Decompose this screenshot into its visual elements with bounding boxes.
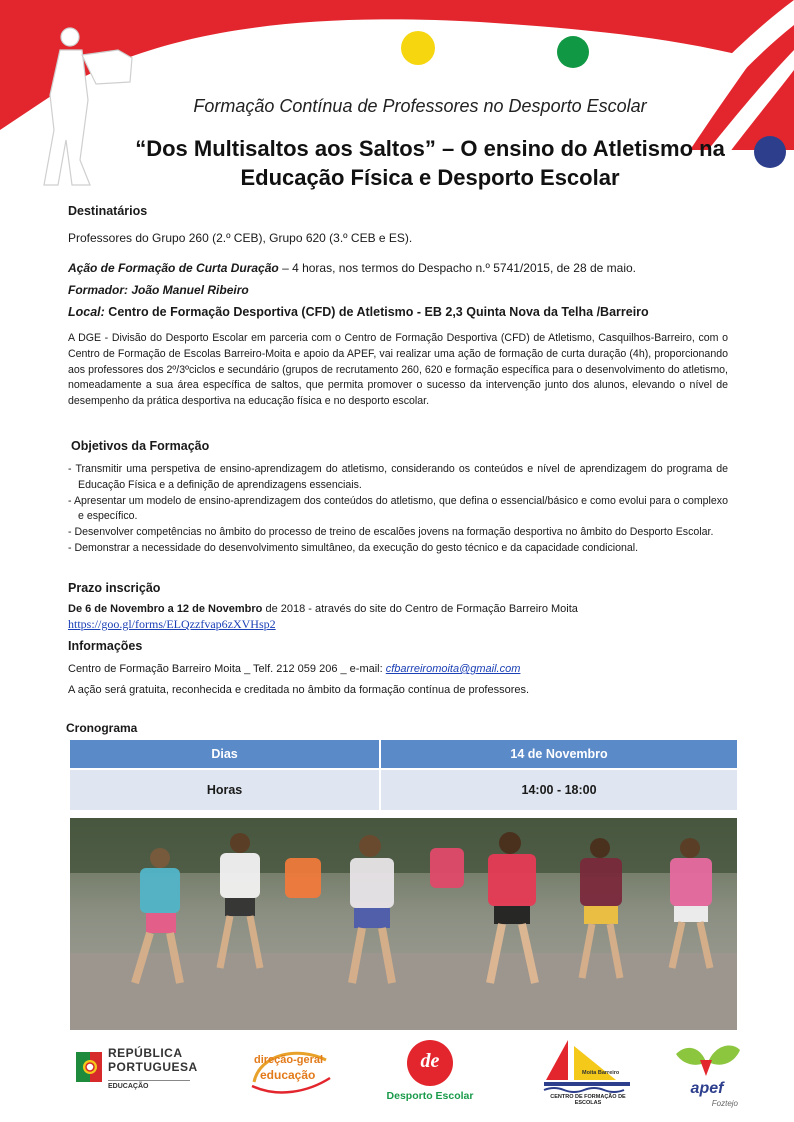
email-link[interactable]: cfbarreiromoita@gmail.com bbox=[385, 663, 521, 675]
local-line bbox=[68, 305, 728, 319]
objetivo-item: - Transmitir uma perspetiva de ensino-aprendizagem do atletismo, considerando os conteúdos e nível de aprendizagem do programa de Educação Física e a definição de aprendizagens essenciais. bbox=[68, 463, 728, 491]
cfe-top-text: Moita Barreiro bbox=[582, 1070, 620, 1076]
acao-label: Ação de Formação de Curta Duração bbox=[68, 261, 279, 275]
republica-line-2: PORTUGUESA bbox=[108, 1060, 198, 1074]
local-label: Local: bbox=[68, 305, 105, 319]
acao-text: – 4 horas, nos termos do Despacho n.º 5741/2015, de 28 de maio. bbox=[278, 261, 637, 275]
prazo-line bbox=[68, 603, 728, 615]
republica-line-1: REPÚBLICA bbox=[108, 1046, 183, 1060]
prazo-dates: De 6 de Novembro a 12 de Novembro bbox=[68, 603, 263, 615]
objetivos-list bbox=[68, 462, 728, 557]
table-header-cell: 14 de Novembro bbox=[379, 740, 737, 768]
objetivo-item: - Apresentar um modelo de ensino-aprendizagem dos conteúdos do atletismo, que defina o essencial/básico e como evolui para o complexo e específico. bbox=[68, 494, 728, 523]
prazo-text: de 2018 - através do site do Centro de Formação Barreiro Moita bbox=[262, 603, 578, 615]
description-paragraph: A DGE - Divisão do Desporto Escolar em parceria com o Centro de Formação Desportiva (CFD) de Atletismo, Casquilhos-Barreiro, com o Centro de Formação de Escolas Barreiro-Moita e apoio da APEF, vai realizar uma ação de formação de curta duração (4h), proporcionando aos professores dos 2º/3ºciclos e secundário (grupos de recrutamento 260, 620 e formação específica para o desenvolvimento do atletismo, nomeadamente a sua área específica de saltos, que permita promover o sucesso da intervenção junto dos alunos, elevando o nível de desempenho da prática desportiva na educação física e no desporto escolar. bbox=[68, 332, 728, 408]
apef-sub: Foztejo bbox=[711, 1099, 738, 1108]
prazo-link-wrap bbox=[68, 617, 728, 632]
republica-divider bbox=[108, 1080, 190, 1081]
cronograma-label: Cronograma bbox=[66, 721, 138, 735]
formador-line bbox=[68, 283, 728, 297]
header-subtitle: Formação Contínua de Professores no Desporto Escolar bbox=[193, 96, 647, 116]
table-header-cell: Dias bbox=[70, 740, 379, 768]
coat-of-arms-icon bbox=[72, 1046, 106, 1088]
informacoes-note: A ação será gratuita, reconhecida e creditada no âmbito da formação contínua de professores. bbox=[68, 684, 530, 696]
table-cell: Horas bbox=[70, 770, 379, 810]
objetivos-label: Objetivos da Formação bbox=[71, 439, 210, 453]
prazo-label: Prazo inscrição bbox=[68, 581, 161, 595]
apef-leaves-icon bbox=[672, 1040, 742, 1080]
apef-logo bbox=[672, 1036, 742, 1108]
cfe-barreiro-moita-logo bbox=[538, 1036, 638, 1108]
local-value: Centro de Formação Desportiva (CFD) de Atletismo - EB 2,3 Quinta Nova da Telha /Barreiro bbox=[108, 305, 649, 319]
cronograma-table bbox=[70, 738, 737, 812]
republica-portuguesa-logo bbox=[72, 1036, 197, 1108]
page-title-line-1: “Dos Multisaltos aos Saltos” – O ensino do Atletismo na bbox=[135, 136, 725, 161]
table-cell: 14:00 - 18:00 bbox=[379, 770, 737, 810]
destinatarios-text: Professores do Grupo 260 (2.º CEB), Grupo 620 (3.º CEB e ES). bbox=[68, 231, 413, 245]
desporto-escolar-label: Desporto Escolar bbox=[386, 1090, 474, 1102]
informacoes-contact-line bbox=[68, 663, 728, 675]
acao-line bbox=[68, 261, 728, 275]
runners-photo bbox=[70, 818, 737, 1030]
objetivo-item: - Demonstrar a necessidade do desenvolvimento simultâneo, da execução do gesto técnico e da capacidade condicional. bbox=[68, 541, 639, 554]
informacoes-label: Informações bbox=[68, 639, 143, 653]
table-row bbox=[70, 770, 737, 810]
destinatarios-label: Destinatários bbox=[68, 204, 148, 218]
dge-logo bbox=[248, 1036, 338, 1108]
table-header-row bbox=[70, 740, 737, 768]
republica-line-3: EDUCAÇÃO bbox=[108, 1083, 149, 1090]
formador-value: João Manuel Ribeiro bbox=[131, 283, 249, 297]
formador-label: Formador: bbox=[68, 283, 128, 297]
de-mark: de bbox=[420, 1050, 440, 1072]
cfe-bottom-text: CENTRO DE FORMAÇÃO DE ESCOLAS bbox=[550, 1094, 626, 1106]
dge-line-2: educação bbox=[260, 1068, 316, 1082]
apef-label: apef bbox=[690, 1080, 724, 1097]
desporto-escolar-logo bbox=[378, 1036, 482, 1108]
objetivo-item: - Desenvolver competências no âmbito do processo de treino de escalões jovens na formação desportiva no âmbito do Desporto Escolar. bbox=[68, 526, 714, 539]
informacoes-contact: Centro de Formação Barreiro Moita _ Telf. 212 059 206 _ e-mail: bbox=[68, 663, 386, 675]
dge-line-1: direção-geral bbox=[254, 1054, 324, 1066]
registration-form-link[interactable]: https://goo.gl/forms/ELQzzfvap6zXVHsp2 bbox=[68, 617, 276, 631]
page-title-line-2: Educação Física e Desporto Escolar bbox=[240, 165, 620, 190]
